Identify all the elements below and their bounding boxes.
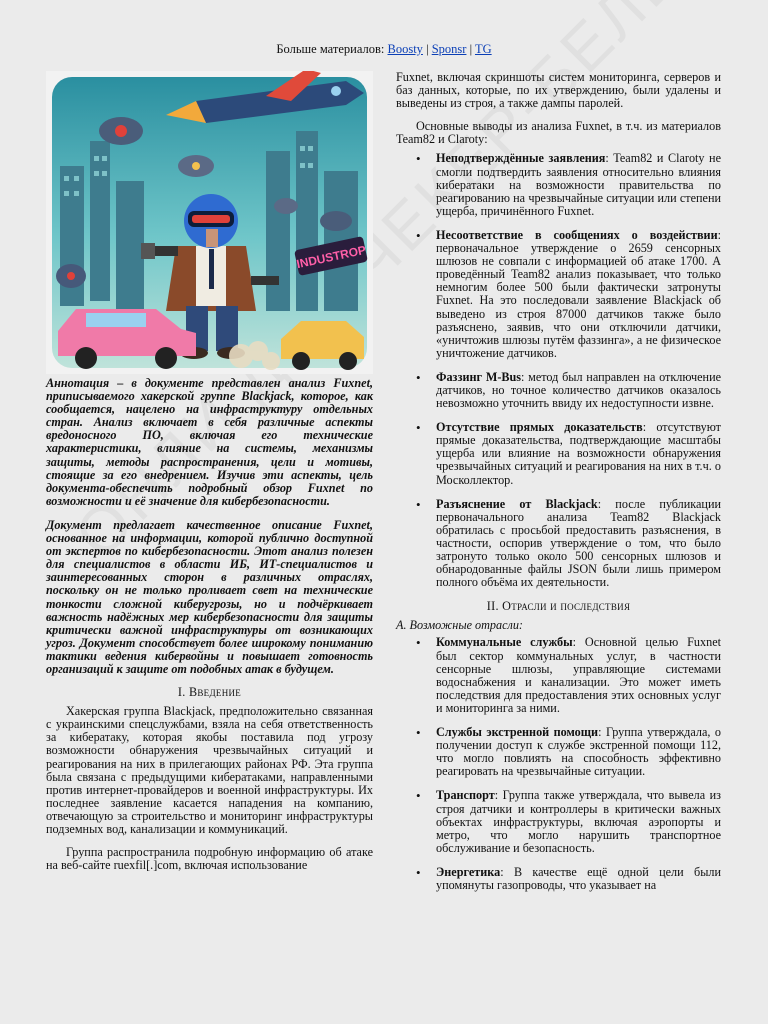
neon-sign-text: INDUSTROP <box>295 242 368 272</box>
list-item: • Отсутствие прямых доказательств: отсутствуют прямые доказательства, подтверждающие масштабы ущерба или влияние на возможности обнаружения чрезвычайных ситуаций и реагирования на них в т.ч. о Москоллектор. <box>436 421 721 486</box>
findings-list <box>396 152 721 589</box>
link-separator: | <box>466 42 475 56</box>
list-item: • Фаззинг M-Bus: метод был направлен на отключение датчиков, но точное количество датчиков оказалось невозможно уточнить ввиду их недоступности извне. <box>436 371 721 410</box>
continued-paragraph: Fuxnet, включая скриншоты систем мониторинга, серверов и баз данных, которые, по их утверждению, были удалены и выведены из строя, а также дампы паролей. <box>396 70 721 111</box>
abstract-paragraph-1: Аннотация – в документе представлен анализ Fuxnet, приписываемого хакерской группе Blackjack, которое, как сообщается, нацелено на инфраструктуру отдельных стран. Анализ включает в себя различные аспекты вредоносного ПО, включая его технические характеристики, влияние на системы, механизмы защиты, методы распространения, цели и мотивы, стоящие за его внедрением. Изучив эти аспекты, цель документа-обеспечить подробный обзор Fuxnet по возможности и её значение для кибербезопасности. <box>46 376 373 508</box>
top-links-bar <box>0 42 768 57</box>
section-heading-introduction: I. Введение <box>177 685 242 700</box>
list-item: • Неподтверждённые заявления: Team82 и Claroty не смогли подтвердить заявления относительно влияния кибератаки на возможности правительства по реагированию на чрезвычайные ситуации или степени ущерба, причинённого Fuxnet. <box>436 152 721 217</box>
list-item: • Транспорт: Группа также утверждала, что вывела из строя датчики и контроллеры в критически важных объектах инфраструктуры, включая аэропорты и метро, что могло нарушить транспортное обслуживание и безопасность. <box>436 789 721 854</box>
list-item: • Коммунальные службы: Основной целью Fuxnet был сектор коммунальных услуг, в частности сенсорные шлюзы, управляющие системами водоснабжения и канализации. Это может иметь последствия для предоставления этих основных услуг и мониторинга за ними. <box>436 636 721 715</box>
section-heading-industries: II. Отрасли и последствия <box>486 599 631 614</box>
link-separator: | <box>422 42 432 56</box>
tg-link[interactable]: TG <box>474 42 492 56</box>
findings-intro: Основные выводы из анализа Fuxnet, в т.ч. из материалов Team82 и Claroty: <box>396 119 721 147</box>
cover-illustration <box>46 71 373 374</box>
introduction-paragraph-1: Хакерская группа Blackjack, предположительно связанная с украинскими спецслужбами, взяла на себя ответственность за кибератаку, которая якобы поставила под угрозу возможности обнаружения чрезвычайных ситуаций и реагирования на них в прилегающих районах РФ. Эта группа была связана с предыдущими кибератаками, направленными против интернет-провайдеров и военной инфраструктуры. Их последнее заявление касается нападения на компанию, отвечающую за строительство и мониторинг инфраструктуры подземных вод, канализации и коммуникаций. <box>46 704 373 836</box>
list-item: • Энергетика: В качестве ещё одной цели были упомянуты газопроводы, что указывает на <box>436 866 721 892</box>
industries-list <box>396 636 721 892</box>
list-item: • Несоответствие в сообщениях о воздействии: первоначальное утверждение о 2659 сенсорных шлюзов не совпали с информацией об атаке 1700. А проведённый Team82 анализ показывает, что только немногим более 500 были фактически затронуты Fuxnet. На это последовали заявление Blackjack об выведено из строя 87000 датчиков также было разъяснено, заявив, что они отключили датчики, «уничтожив шлюзы путём фаззинга», а не физическое уничтожение датчиков. <box>436 229 721 360</box>
left-column <box>46 71 373 872</box>
list-item: • Разъяснение от Blackjack: после публикации первоначального анализа Team82 Blackjack обратилась с просьбой предоставить разъяснения, в частности, оспорив утверждение о том, что было затронуто только около 500 сенсорных шлюзов и обнародованные файлы JSON были лишь примером полного объёма их деятельности. <box>436 498 721 590</box>
subsection-heading: A. Возможные отрасли: <box>396 618 523 633</box>
introduction-paragraph-2: Группа распространила подробную информацию об атаке на веб-сайте ruexfil[.]com, включая использование <box>46 845 373 873</box>
boosty-link[interactable]: Boosty <box>387 42 423 56</box>
right-column <box>396 71 721 903</box>
list-item: • Службы экстренной помощи: Группа утверждала, о получении доступ к службе экстренной помощи 112, что могло повлиять на способность эффективно реагировать на чрезвычайные ситуации. <box>436 726 721 778</box>
sponsr-link[interactable]: Sponsr <box>431 42 467 56</box>
top-links-prefix: Больше материалов: <box>276 42 388 56</box>
abstract-paragraph-2: Документ предлагает качественное описание Fuxnet, основанное на информации, которой публично доступной от экспертов по кибербезопасности. Этот анализ полезен для специалистов в области ИБ, ИТ-специалистов и заинтересованных сторон в различных отраслях, поскольку он не только проливает свет на технические тонкости сложной киберугрозы, но и подчёркивает важность надёжных мер кибербезопасности для защиты критически важной инфраструктуры от возникающих угроз. Документ способствует более широкому пониманию тактики ведения кибервойны и повышает готовность организаций к защите от подобных атак в будущем. <box>46 517 373 676</box>
